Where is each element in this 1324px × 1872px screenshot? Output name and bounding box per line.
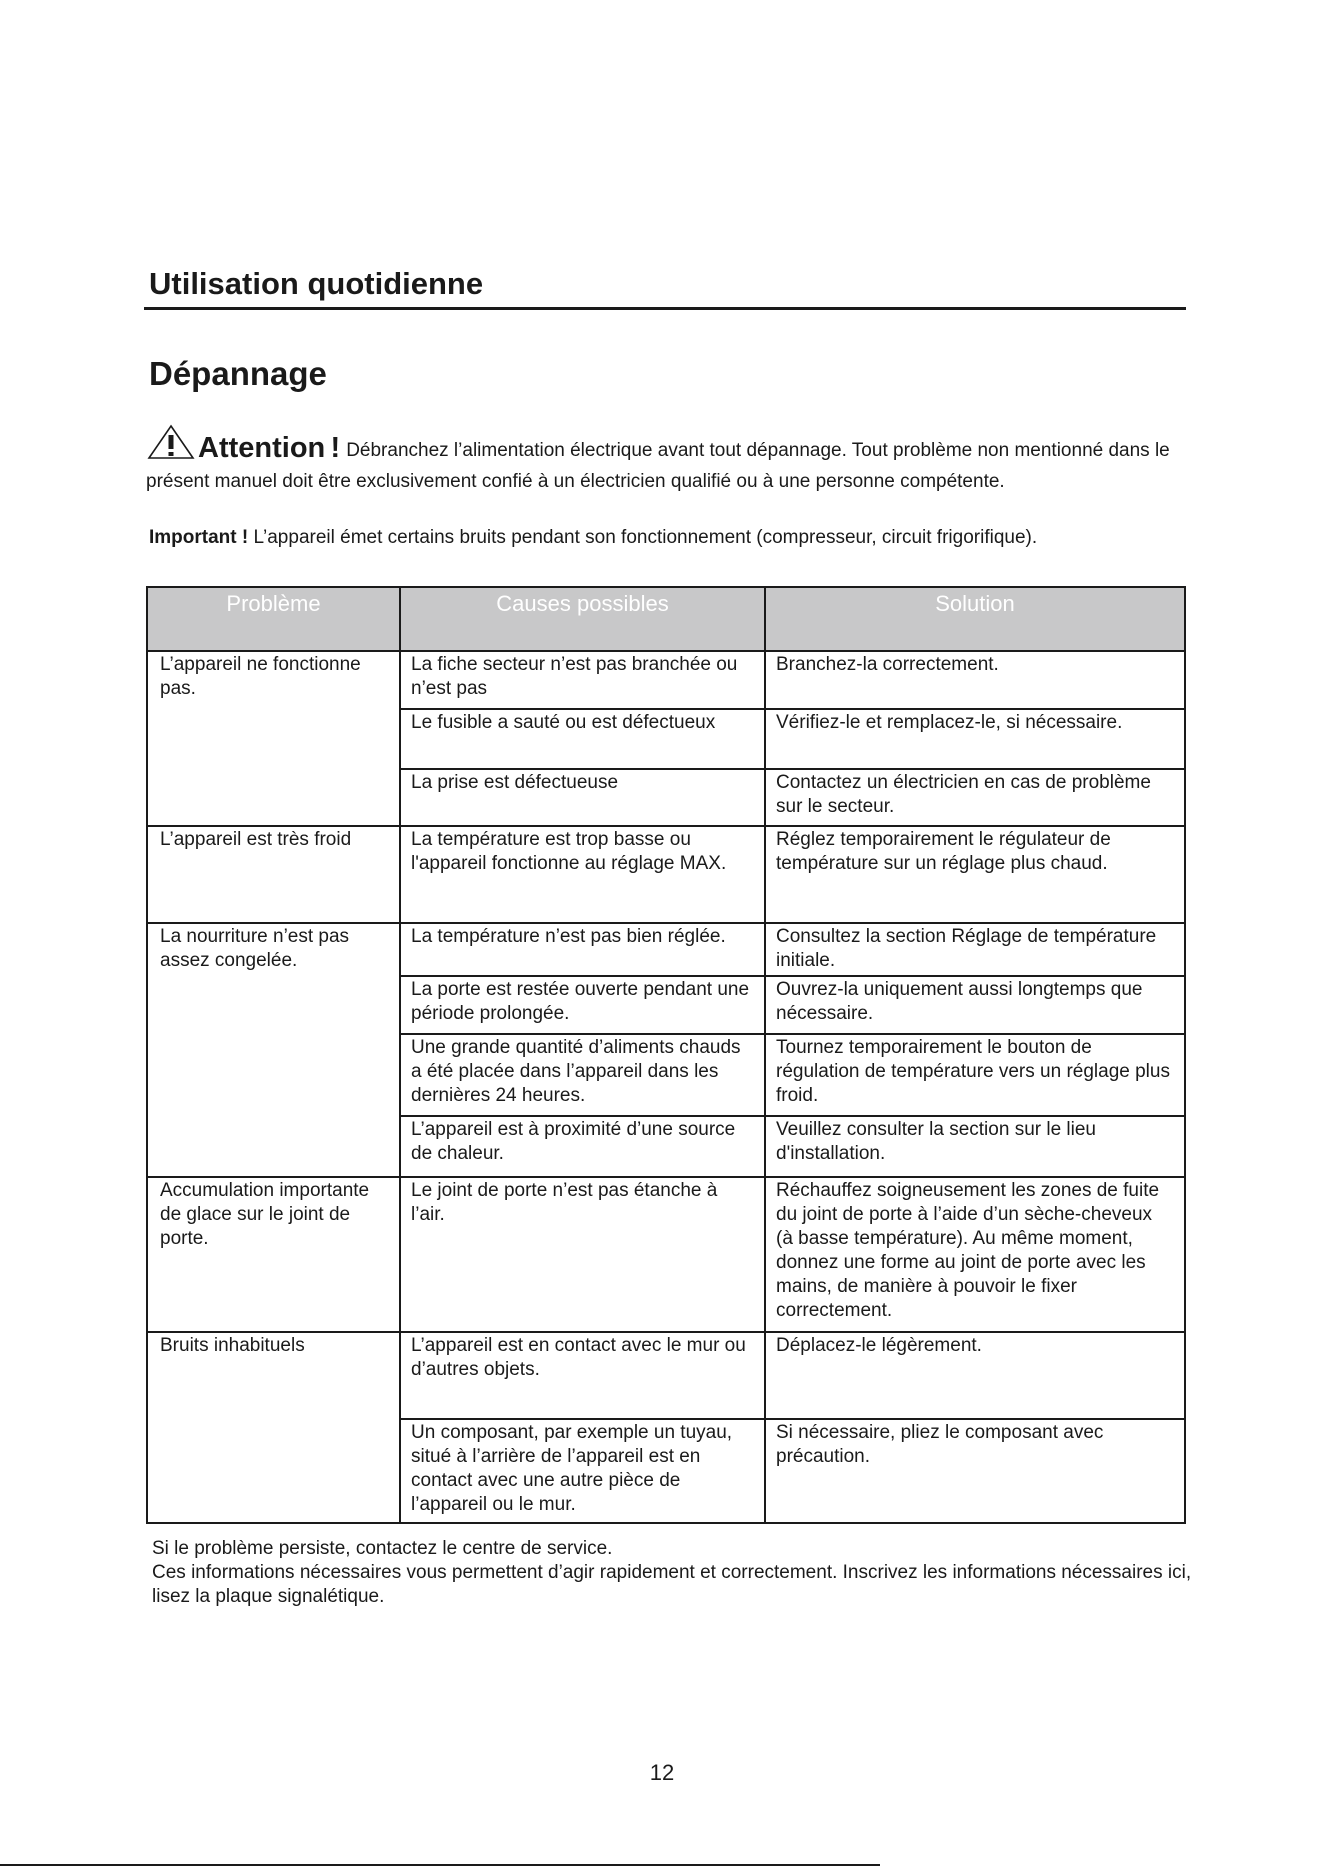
solution-cell: Réglez temporairement le régulateur de température sur un réglage plus chaud.: [765, 826, 1185, 923]
cause-cell: L’appareil est en contact avec le mur ou d’autres objets.: [400, 1332, 765, 1419]
cause-cell: Une grande quantité d’aliments chauds a été placée dans l’appareil dans les dernières 24 heures.: [400, 1034, 765, 1116]
cause-cell: L’appareil est à proximité d’une source de chaleur.: [400, 1116, 765, 1177]
cause-cell: La température n’est pas bien réglée.: [400, 923, 765, 976]
footer-line-1: Si le problème persiste, contactez le centre de service.: [152, 1538, 613, 1559]
cause-cell: Un composant, par exemple un tuyau, situé à l’arrière de l’appareil est en contact avec une autre pièce de l’appareil ou le mur.: [400, 1419, 765, 1523]
warning-triangle-icon: [146, 424, 196, 468]
table-row: [147, 1177, 1185, 1332]
solution-cell: Réchauffez soigneusement les zones de fuite du joint de porte à l’aide d’un sèche-cheveux (à basse température). Au même moment, donnez une forme au joint de porte avec les mains, de manière à pouvoir le fixer correctement.: [765, 1177, 1185, 1332]
solution-cell: Contactez un électricien en cas de problème sur le secteur.: [765, 769, 1185, 826]
header-solution: Solution: [765, 587, 1185, 651]
solution-cell: Vérifiez-le et remplacez-le, si nécessaire.: [765, 709, 1185, 769]
footer-line-2: Ces informations nécessaires vous permettent d’agir rapidement et correctement. Inscrivez les informations nécessaires ici, lisez la plaque signalétique.: [152, 1562, 1192, 1607]
cause-cell: La porte est restée ouverte pendant une période prolongée.: [400, 976, 765, 1034]
cause-cell: La fiche secteur n’est pas branchée ou n’est pas: [400, 651, 765, 709]
cause-cell: Le joint de porte n’est pas étanche à l’air.: [400, 1177, 765, 1332]
footer-notes: [152, 1537, 1192, 1609]
problem-cell: Accumulation importante de glace sur le joint de porte.: [147, 1177, 400, 1332]
important-text: L’appareil émet certains bruits pendant son fonctionnement (compresseur, circuit frigorifique).: [253, 527, 1038, 548]
attention-mark: !: [330, 432, 341, 464]
page-heading: Dépannage: [149, 355, 327, 392]
solution-cell: Veuillez consulter la section sur le lieu d'installation.: [765, 1116, 1185, 1177]
table-row: [147, 923, 1185, 976]
attention-notice: [146, 424, 1186, 495]
problem-cell: L’appareil ne fonctionne pas.: [147, 651, 400, 826]
solution-cell: Consultez la section Réglage de température initiale.: [765, 923, 1185, 976]
solution-cell: Ouvrez-la uniquement aussi longtemps que nécessaire.: [765, 976, 1185, 1034]
attention-label: Attention: [198, 432, 326, 464]
table-row: [147, 826, 1185, 923]
troubleshooting-table: [146, 586, 1186, 1524]
attention-text: Débranchez l’alimentation électrique avant tout dépannage. Tout problème non mentionné dans le présent manuel doit être exclusivement confié à un électricien qualifié ou à une personne compétente.: [146, 440, 1170, 492]
bottom-divider: [0, 1864, 880, 1866]
problem-cell: Bruits inhabituels: [147, 1332, 400, 1523]
solution-cell: Si nécessaire, pliez le composant avec précaution.: [765, 1419, 1185, 1523]
cause-cell: La température est trop basse ou l'appareil fonctionne au réglage MAX.: [400, 826, 765, 923]
header-problem: Problème: [147, 587, 400, 651]
important-label: Important !: [149, 527, 249, 548]
table-header-row: [147, 587, 1185, 651]
solution-cell: Tournez temporairement le bouton de régulation de température vers un réglage plus froid.: [765, 1034, 1185, 1116]
page-number: 12: [649, 1760, 675, 1785]
table-row: [147, 651, 1185, 709]
section-divider: [144, 307, 1186, 310]
problem-cell: La nourriture n’est pas assez congelée.: [147, 923, 400, 1177]
solution-cell: Déplacez-le légèrement.: [765, 1332, 1185, 1419]
section-title: Utilisation quotidienne: [149, 266, 484, 301]
cause-cell: Le fusible a sauté ou est défectueux: [400, 709, 765, 769]
important-notice: [149, 524, 1189, 551]
table-row: [147, 1332, 1185, 1419]
problem-cell: L’appareil est très froid: [147, 826, 400, 923]
cause-cell: La prise est défectueuse: [400, 769, 765, 826]
solution-cell: Branchez-la correctement.: [765, 651, 1185, 709]
header-causes: Causes possibles: [400, 587, 765, 651]
